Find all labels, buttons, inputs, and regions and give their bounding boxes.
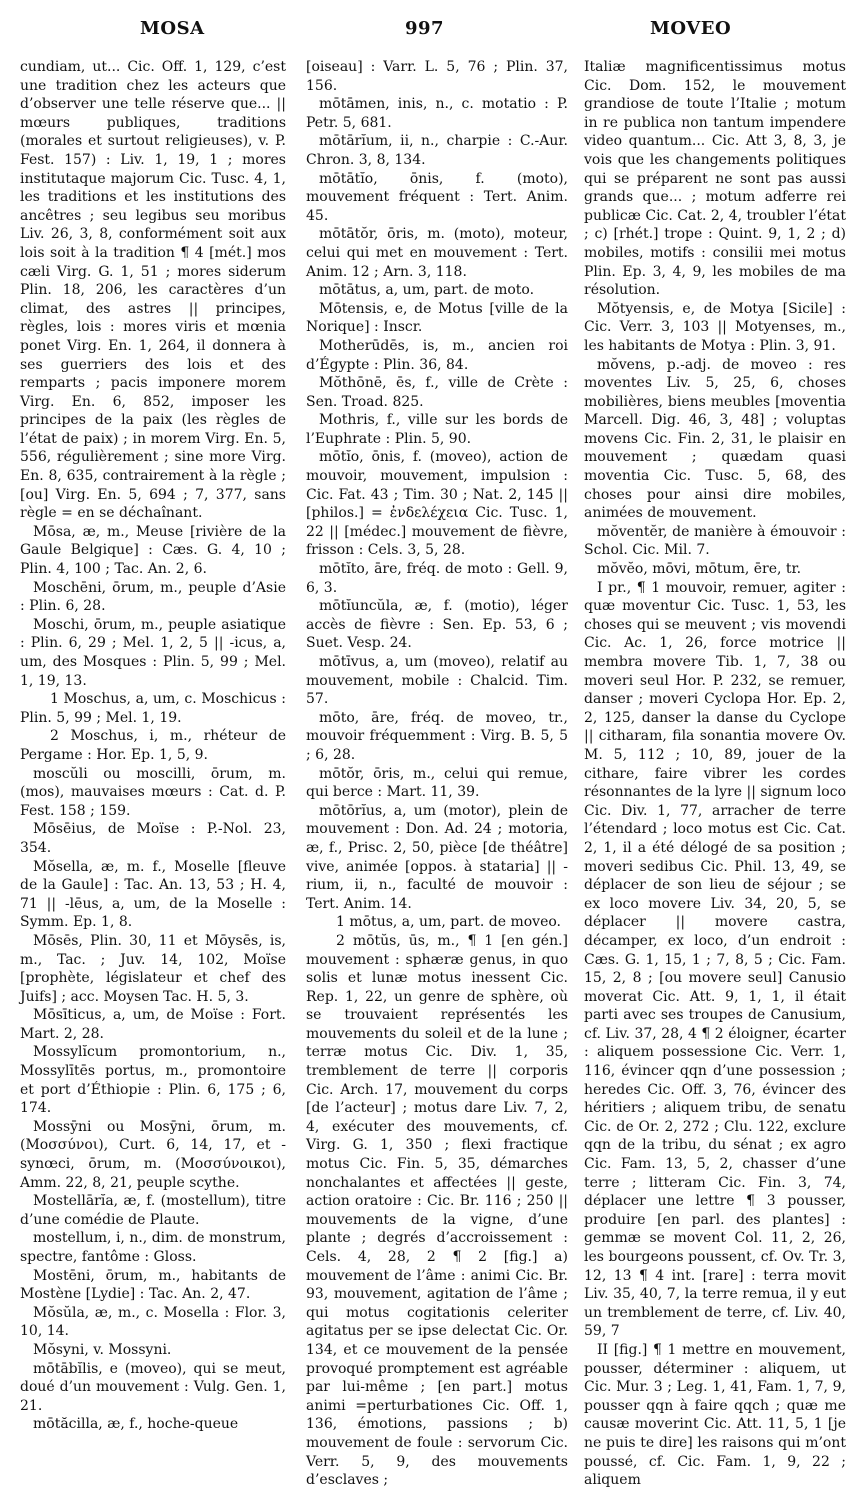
dictionary-entry: mōtăcilla, æ, f., hoche-queue (33, 1416, 239, 1433)
dictionary-entry: Mōsīticus, a, um, de Moïse : Fort. Mart. 2, 28. (20, 1007, 286, 1042)
header-left-guideword: MOSA (140, 18, 205, 39)
dictionary-entry: Mostellārĭa, æ, f. (mostellum), titre d’une comédie de Plaute. (20, 1193, 286, 1228)
dictionary-entry: Mossylĭcum promontorium, n., Mossylītēs portus, m., promontoire et port d’Éthiopie : Plin. 6, 175 ; 6, 174. (20, 1044, 286, 1117)
dictionary-entry: mōtĭuncŭla, æ, f. (motio), léger accès de fièvre : Sen. Ep. 53, 6 ; Suet. Vesp. 24. (306, 598, 568, 652)
column-left (20, 58, 286, 1433)
running-header (0, 0, 854, 48)
dictionary-entry: mōtŏr, ōris, m., celui qui remue, qui berce : Mart. 11, 39. (306, 765, 568, 801)
dictionary-entry: Mothris, f., ville sur les bords de l’Euphrate : Plin. 5, 90. (306, 412, 568, 447)
dictionary-entry: mōtābĭlis, e (moveo), qui se meut, doué d’un mouvement : Vulg. Gen. 1, 21. (20, 1360, 286, 1414)
dictionary-entry: 2 mōtŭs, ūs, m., ¶ 1 [en gén.] mouvement : sphæræ genus, in quo solis et lunæ motus inessent Cic. Rep. 1, 22, un genre de sphère, où se trouvaient représentés les mouvements du soleil et de la lune ; terræ motus Cic. Div. 1, 35, tremblement de terre || corporis Cic. Arch. 17, mouvement du corps [de l’acteur] ; motus dare Liv. 7, 2, 4, exécuter des mouvements, cf. Virg. G. 1, 350 ; flexi fractique motus Cic. Fin. 5, 35, démarches nonchalantes et affectées || geste, action oratoire : Cic. Br. 116 ; 250 || mouvements de la vigne, d’une plante ; degrés d’accroissement : Cels. 4, 28, 2 ¶ 2 [fig.] a) mouvement de l’âme : animi Cic. Br. 93, mouvement, agitation de l’âme ; qui motus cogitationis celeriter agitatus per se ipse delectat Cic. Or. 134, et ce mouvement de la pensée provoqué promptement est agréable par lui-même ; [en part.] motus animi =perturbationes Cic. Off. 1, 136, émotions, passions ; b) mouvement de foule : servorum Cic. Verr. 5, 9, des mouvements d’esclaves ; (306, 932, 568, 1489)
column-right (584, 58, 846, 1489)
dictionary-entry: Mŏsella, æ, m. f., Moselle [fleuve de la Gaule] : Tac. An. 13, 53 ; H. 4, 71 || -lēus, a, um, de la Moselle : Symm. Ep. 1, 8. (20, 858, 286, 931)
dictionary-entry: Mŏthōnē, ēs, f., ville de Crète : Sen. Troad. 825. (306, 375, 568, 410)
dictionary-entry: Moschēni, ōrum, m., peuple d’Asie : Plin. 6, 28. (20, 579, 286, 615)
dictionary-entry: mŏvĕo, mōvi, mōtum, ēre, tr. (597, 561, 802, 578)
dictionary-entry: Mossȳni ou Mosȳni, ōrum, m. (Μοσσύνοι), Curt. 6, 14, 17, et -synœci, ōrum, m. (Μοσσύνοικοι), Amm. 22, 8, 21, peuple scythe. (20, 1118, 286, 1191)
dictionary-entry: Mōsa, æ, m., Meuse [rivière de la Gaule Belgique] : Cæs. G. 4, 10 ; Plin. 4, 100 ; Tac. An. 2, 6. (20, 523, 286, 578)
dictionary-entry: mōtātus, a, um, part. de moto. (319, 282, 535, 299)
dictionary-entry: mōtōrĭus, a, um (motor), plein de mouvement : Don. Ad. 24 ; motoria, æ, f., Prisc. 2, 50, pièce [de théâtre] vive, animée [oppos. à stataria] || -rium, ii, n., faculté de mouvoir : Tert. Anim. 14. (306, 802, 568, 912)
dictionary-entry: mōtātĭo, ōnis, f. (moto), mouvement fréquent : Tert. Anim. 45. (306, 170, 568, 224)
dictionary-entry: Moschi, ōrum, m., peuple asiatique : Plin. 6, 29 ; Mel. 1, 2, 5 || -icus, a, um, des Mosques : Plin. 5, 99 ; Mel. 1, 19, 13. (20, 616, 286, 689)
dictionary-entry: I pr., ¶ 1 mouvoir, remuer, agiter : quæ moventur Cic. Tusc. 1, 53, les choses qui se meuvent ; vis movendi Cic. Ac. 1, 26, force motrice || membra movere Tib. 1, 7, 38 ou moveri seul Hor. P. 232, se remuer, danser ; moveri Cyclopa Hor. Ep. 2, 2, 125, danser la danse du Cyclope || citharam, fila sonantia movere Ov. M. 5, 112 ; 10, 89, jouer de la cithare, faire vibrer les cordes résonnantes de la lyre || signum loco Cic. Div. 1, 77, arracher de terre l’étendard ; loco motus est Cic. Cat. 2, 1, il a été délogé de sa position ; moveri sedibus Cic. Phil. 13, 49, se déplacer de son lieu de séjour ; se ex loco movere Liv. 34, 20, 5, se déplacer || movere castra, décamper, ex loco, d’un endroit : Cæs. G. 1, 15, 1 ; 7, 8, 5 ; Cic. Fam. 15, 2, 8 ; [ou movere seul] Canusio moverat Cic. Att. 9, 1, 1, il était parti avec ses troupes de Canusium, cf. Liv. 37, 28, 4 ¶ 2 éloigner, écarter : aliquem possessione Cic. Verr. 1, 116, évincer qqn d’une possession ; heredes Cic. Off. 3, 76, évincer des héritiers ; aliquem tribu, de senatu Cic. de Or. 2, 272 ; Clu. 122, exclure qqn de la tribu, du sénat ; ex agro Cic. Fam. 13, 5, 2, chasser d’une terre ; litteram Cic. Fin. 3, 74, déplacer une lettre ¶ 3 pousser, produire [en parl. des plantes] : gemmæ se movent Col. 11, 2, 26, les bourgeons poussent, cf. Ov. Tr. 3, 12, 13 ¶ 4 int. [rare] : terra movit Liv. 35, 40, 7, la terre remua, il y eut un tremblement de terre, cf. Liv. 40, 59, 7 (584, 579, 846, 1340)
dictionary-entry: mōtĭo, ōnis, f. (moveo), action de mouvoir, mouvement, impulsion : Cic. Fat. 43 ; Tim. 30 ; Nat. 2, 145 || [philos.] = ἐνδελέχεια Cic. Tusc. 1, 22 || [médec.] mouvement de fièvre, frisson : Cels. 3, 5, 28. (306, 449, 568, 559)
dictionary-entry: mŏventĕr, de manière à émouvoir : Schol. Cic. Mil. 7. (584, 523, 846, 559)
page-number: 997 (405, 18, 445, 39)
dictionary-entry: Mŏsŭla, æ, m., c. Mosella : Flor. 3, 10, 14. (20, 1304, 286, 1340)
dictionary-entry: 2 Moschus, i, m., rhéteur de Pergame : Hor. Ep. 1, 5, 9. (20, 728, 286, 763)
dictionary-entry: moscŭli ou moscilli, ōrum, m. (mos), mauvaises mœurs : Cat. d. P. Fest. 158 ; 159. (20, 765, 286, 819)
dictionary-entry: mōto, āre, fréq. de moveo, tr., mouvoir fréquemment : Virg. B. 5, 5 ; 6, 28. (306, 709, 568, 763)
dictionary-entry: cundiam, ut... Cic. Off. 1, 129, c’est une tradition chez les acteurs que d’observer une telle réserve que... || mœurs publiques, traditions (morales et surtout religieuses), v. P. Fest. 157) : Liv. 1, 19, 1 ; mores institutaque majorum Cic. Tusc. 4, 1, les traditions et les institutions des ancêtres ; seu legibus seu moribus Liv. 26, 3, 8, conformément soit aux lois soit à la tradition ¶ 4 [mét.] mos cæli Virg. G. 1, 51 ; mores siderum Plin. 18, 206, les caractères d’un climat, des astres || principes, règles, lois : mores viris et mœnia ponet Virg. En. 1, 264, il donnera à ses guerriers des lois et des remparts ; pacis imponere morem Virg. En. 6, 852, imposer les principes de la paix (les règles de l’état de paix) ; in morem Virg. En. 5, 556, régulièrement ; sine more Virg. En. 8, 635, contrairement à la règle ; [ou] Virg. En. 5, 694 ; 7, 377, sans règle = en se déchaînant. (20, 59, 286, 522)
dictionary-entry: 1 Moschus, a, um, c. Moschicus : Plin. 5, 99 ; Mel. 1, 19. (20, 691, 286, 726)
dictionary-entry: Mŏsyni, v. Mossyni. (33, 1341, 172, 1358)
header-right-guideword: MOVEO (650, 18, 732, 39)
dictionary-entry: Mōsēius, de Moïse : P.-Nol. 23, 354. (20, 821, 286, 856)
dictionary-entry: mōtārĭum, ii, n., charpie : C.-Aur. Chron. 3, 8, 134. (306, 133, 568, 168)
dictionary-entry: mōtātŏr, ōris, m. (moto), moteur, celui qui met en mouvement : Tert. Anim. 12 ; Arn. 3, 118. (306, 226, 568, 280)
column-middle (306, 58, 568, 1489)
dictionary-entry: Mŏtyensis, e, de Motya [Sicile] : Cic. Verr. 3, 103 || Motyenses, m., les habitants de Motya : Plin. 3, 91. (584, 300, 846, 354)
dictionary-entry: Mostēni, ōrum, m., habitants de Mostène [Lydie] : Tac. An. 2, 47. (20, 1267, 286, 1303)
dictionary-entry: mŏvens, p.-adj. de moveo : res moventes Liv. 5, 25, 6, choses mobilières, biens meubles [moventia Marcell. Dig. 46, 3, 48] ; voluptas movens Cic. Fin. 2, 31, le plaisir en mouvement ; quædam quasi moventia Cic. Tusc. 5, 68, des choses pour ainsi dire mobiles, animées de mouvement. (584, 356, 846, 522)
dictionary-entry: mostellum, i, n., dim. de monstrum, spectre, fantôme : Gloss. (20, 1230, 286, 1265)
dictionary-entry: Italiæ magnificentissimus motus Cic. Dom. 152, le mouvement grandiose de toute l’Italie ; motum in re publica non tantum impendere video quantum... Cic. Att 3, 8, 3, je vois que les changements politiques qui se préparent ne sont pas aussi grands que... ; motum adferre rei publicæ Cic. Cat. 2, 4, troubler l’état ; c) [rhét.] trope : Quint. 9, 1, 2 ; d) mobiles, motifs : consilii mei motus Plin. Ep. 3, 4, 9, les mobiles de ma résolution. (584, 59, 846, 299)
dictionary-entry: mōtāmen, inis, n., c. motatio : P. Petr. 5, 681. (306, 96, 568, 131)
dictionary-entry: Mōtensis, e, de Motus [ville de la Norique] : Inscr. (306, 300, 568, 336)
dictionary-entry: II [fig.] ¶ 1 mettre en mouvement, pousser, déterminer : aliquem, ut Cic. Mur. 3 ; Leg. 1, 41, Fam. 1, 7, 9, pousser qqn à faire qqch ; quæ me causæ moverint Cic. Att. 11, 5, 1 [je ne puis te dire] les raisons qui m’ont poussé, cf. Cic. Fam. 1, 9, 22 ; aliquem (584, 1341, 846, 1489)
dictionary-entry: 1 mōtus, a, um, part. de moveo. (336, 914, 561, 931)
dictionary-entry: Mōsēs, Plin. 30, 11 et Mōysēs, is, m., Tac. ; Juv. 14, 102, Moïse [prophète, législateur et chef des Juifs] ; acc. Moysen Tac. H. 5, 3. (20, 932, 286, 1005)
dictionary-entry: mōtĭto, āre, fréq. de moto : Gell. 9, 6, 3. (306, 561, 568, 596)
dictionary-entry: mōtīvus, a, um (moveo), relatif au mouvement, mobile : Chalcid. Tim. 57. (306, 654, 568, 708)
dictionary-entry: [oiseau] : Varr. L. 5, 76 ; Plin. 37, 156. (306, 59, 568, 94)
dictionary-entry: Motherūdēs, is, m., ancien roi d’Égypte : Plin. 36, 84. (306, 337, 568, 373)
